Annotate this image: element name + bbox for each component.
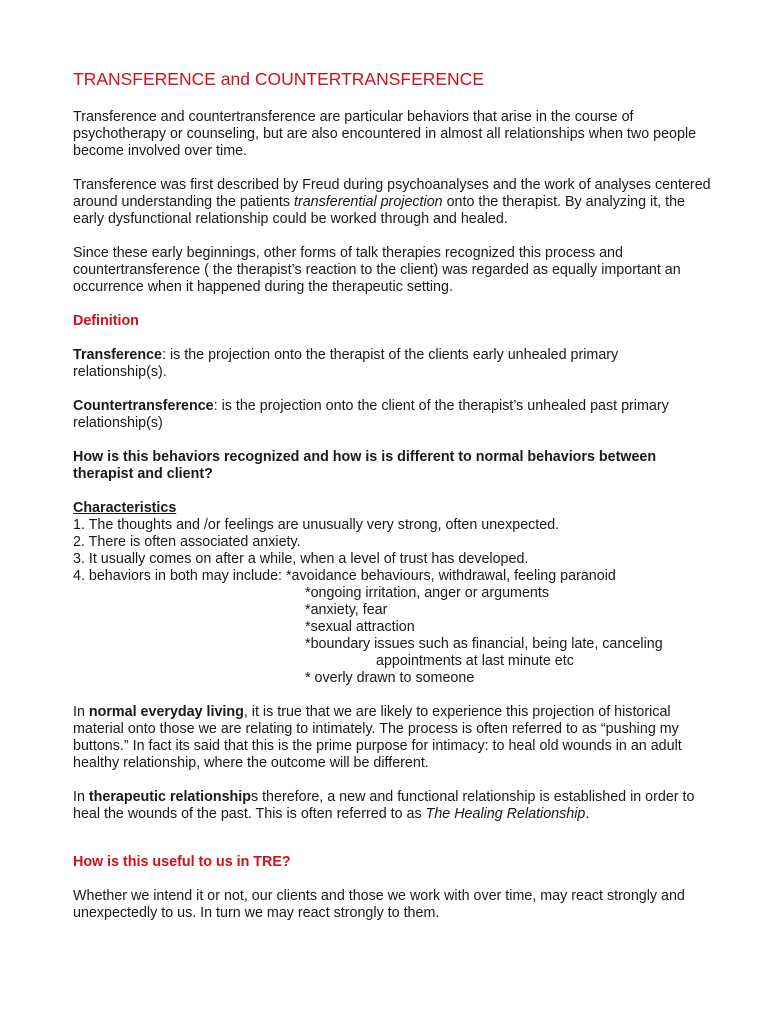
therapeutic-italic: The Healing Relationship [425,806,586,822]
behavior-sub-item-4-continued: appointments at last minute etc [376,653,574,669]
behavior-sub-item-2: *anxiety, fear [305,602,388,618]
behavior-sub-item-5: * overly drawn to someone [305,670,475,686]
document-page [73,68,713,939]
transference-text: : is the projection onto the therapist of the clients early unhealed primary relationship(s). [73,347,619,380]
tre-paragraph: Whether we intend it or not, our clients and those we work with over time, may react strongly and unexpectedly to us. In turn we may react strongly to them. [73,888,685,921]
behavior-sub-item-4: *boundary issues such as financial, being late, canceling [305,636,663,652]
intro-p2-italic: transferential projection [293,194,443,210]
characteristic-item-3: 3. It usually comes on after a while, when a level of trust has developed. [73,551,529,567]
characteristic-item-4: 4. behaviors in both may include: *avoidance behaviours, withdrawal, feeling paranoid [73,568,616,584]
intro-p2-end: onto the therapist. By analyzing it, the early dysfunctional relationship could be worked through and healed. [73,194,686,227]
characteristic-item-1: 1. The thoughts and /or feelings are unusually very strong, often unexpected. [73,517,560,533]
transference-term: Transference [73,347,163,363]
spacer [73,840,713,854]
intro-paragraph-2 [73,177,713,228]
characteristics-heading: Characteristics [73,500,177,516]
countertransference-text: : is the projection onto the client of the therapist’s unhealed past primary relationship(s) [73,398,669,431]
characteristics-section [73,500,713,687]
tre-heading: How is this useful to us in TRE? [73,854,291,870]
therapeutic-bold: therapeutic relationship [88,789,251,805]
normal-text: , it is true that we are likely to experience this projection of historical material onto those we are relating to intimately. The process is often referred to as “pushing my buttons.” In fact its said that this is the prime purpose for intimacy: to heal old wounds in an adult healthy relationship, where the outcome will be different. [73,704,682,771]
therapeutic-suffix: . [585,806,590,822]
therapeutic-paragraph [73,789,713,823]
normal-living-paragraph [73,704,713,772]
normal-bold: normal everyday living [88,704,244,720]
countertransference-definition [73,398,713,432]
recognition-question: How is this behaviors recognized and how is is different to normal behaviors between therapist and client? [73,449,657,482]
intro-p2-start: Transference was first described by Freud during psychoanalyses and the work of analyses centered around understanding the patients [73,177,711,210]
normal-prefix: In [73,704,89,720]
transference-definition [73,347,713,381]
definition-heading: Definition [73,313,139,329]
countertransference-term: Countertransference [73,398,214,414]
therapeutic-text: s therefore, a new and functional relationship is established in order to heal the wounds of the past. This is often referred to as [73,789,695,822]
document-title: TRANSFERENCE and COUNTERTRANSFERENCE [73,69,484,89]
therapeutic-prefix: In [73,789,89,805]
intro-paragraph-3: Since these early beginnings, other forms of talk therapies recognized this process and countertransference ( the therapist’s reaction to the client) was regarded as equally important an occurrence when it happened during the therapeutic setting. [73,245,681,295]
characteristic-item-2: 2. There is often associated anxiety. [73,534,301,550]
intro-paragraph-1: Transference and countertransference are particular behaviors that arise in the course of psychotherapy or counseling, but are also encountered in almost all relationships when two people become involved over time. [73,109,697,159]
behavior-sub-item-1: *ongoing irritation, anger or arguments [305,585,549,601]
behavior-sub-item-3: *sexual attraction [305,619,415,635]
